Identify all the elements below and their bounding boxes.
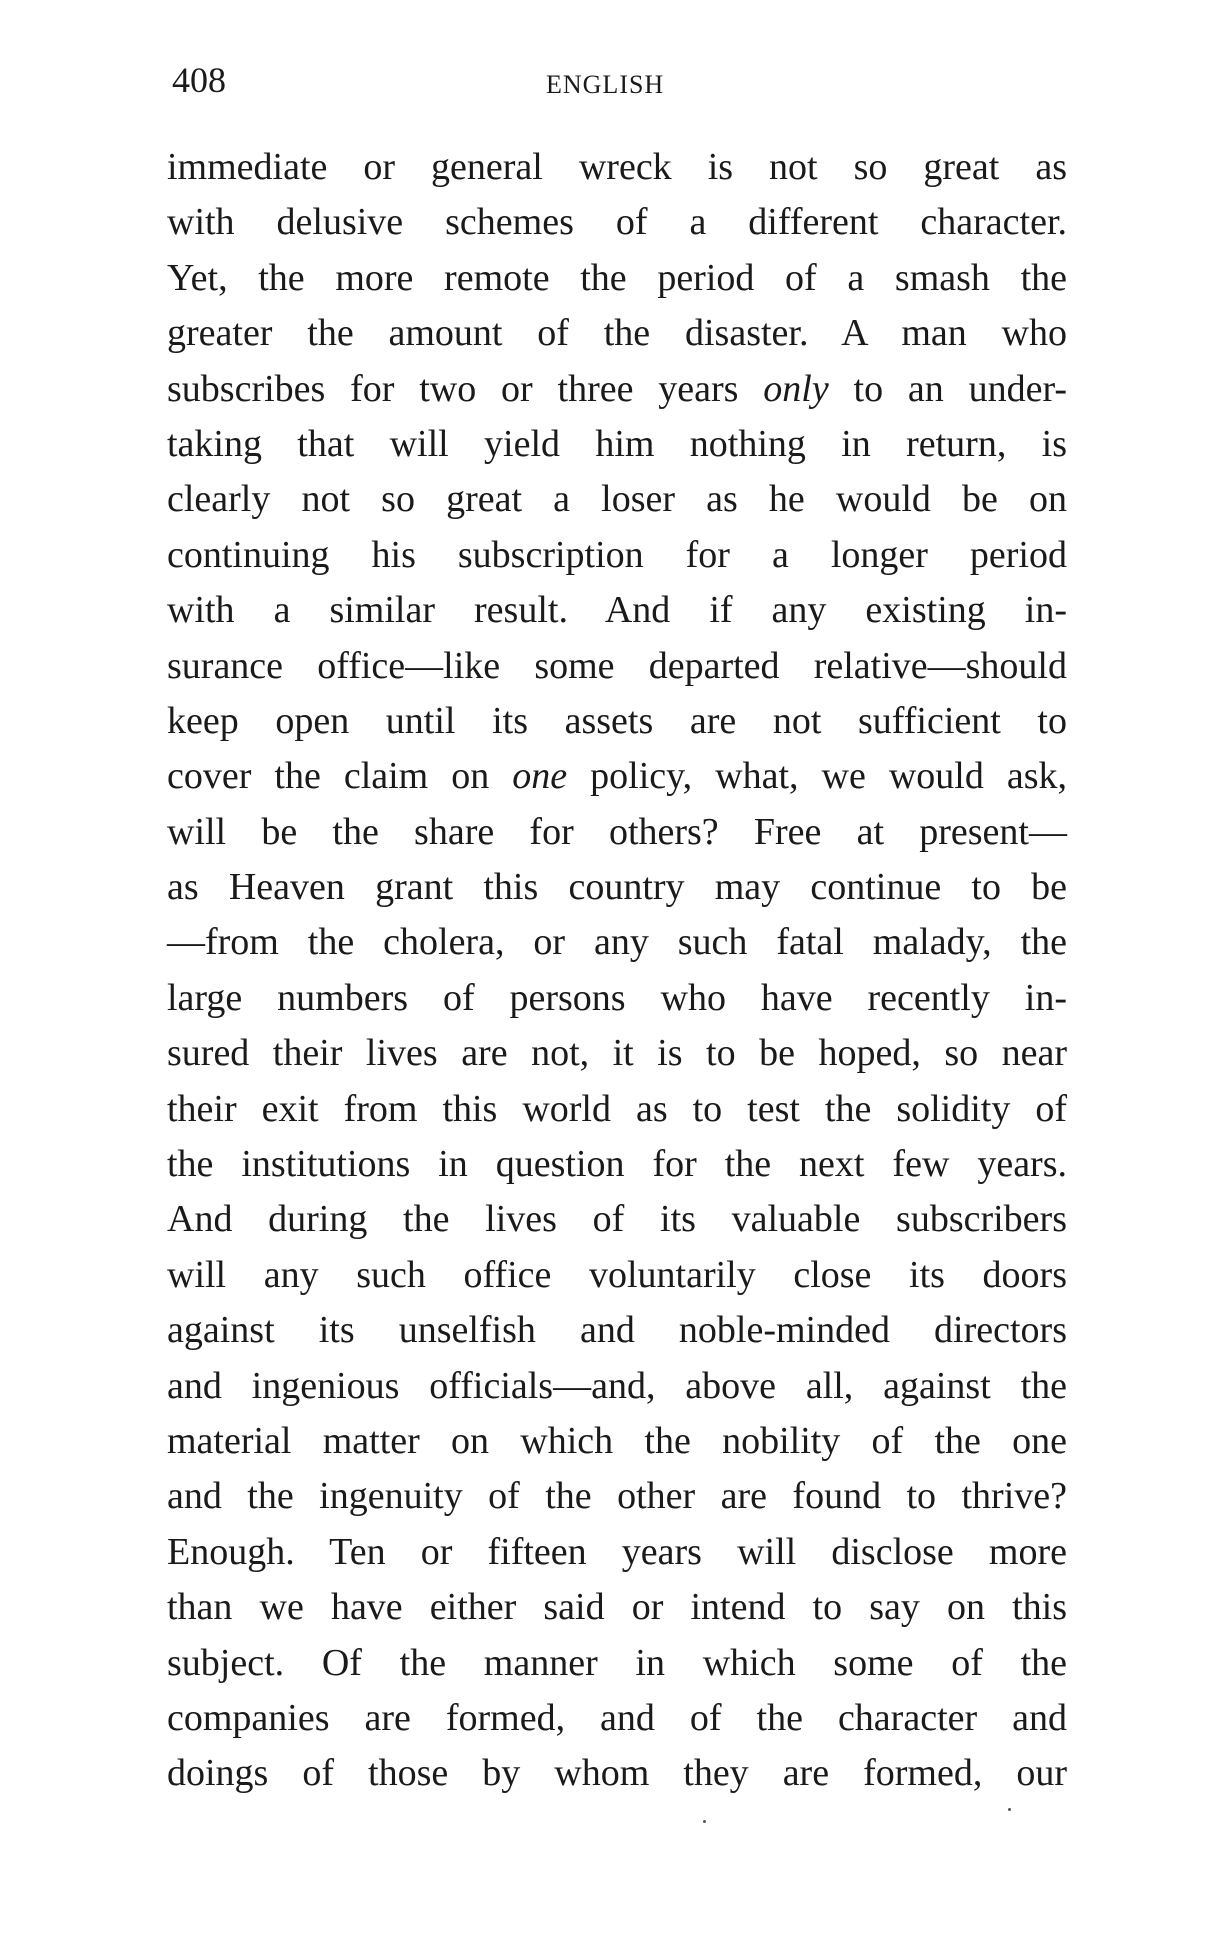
text-line: [167, 1248, 1067, 1303]
italic-emphasis: one: [512, 755, 568, 798]
text-line: [167, 1359, 1067, 1414]
text-line: [167, 1636, 1067, 1691]
text-segment: keep open until its assets are not sufficient to: [167, 699, 1067, 742]
text-segment: sured their lives are not, it is to be hoped, so near: [167, 1032, 1067, 1075]
text-segment: and ingenious officials—and, above all, against the: [167, 1364, 1067, 1407]
text-line: [167, 971, 1067, 1026]
text-segment: with a similar result. And if any existing in-: [167, 589, 1067, 632]
text-line: [167, 1469, 1067, 1524]
text-segment: doings of those by whom they are formed, our: [167, 1752, 1067, 1795]
text-segment: the institutions in question for the next few years.: [167, 1143, 1067, 1186]
text-segment: and the ingenuity of the other are found to thrive?: [167, 1475, 1067, 1518]
running-head: [172, 60, 1072, 110]
body-text: [167, 140, 1067, 1802]
text-segment: subject. Of the manner in which some of the: [167, 1641, 1067, 1684]
text-line: [167, 1082, 1067, 1137]
text-segment: large numbers of persons who have recently in-: [167, 976, 1067, 1019]
text-line: [167, 251, 1067, 306]
text-line: [167, 694, 1067, 749]
text-segment: clearly not so great a loser as he would be on: [167, 478, 1067, 521]
text-line: [167, 1137, 1067, 1192]
text-line: [167, 140, 1067, 195]
text-line: [167, 1192, 1067, 1247]
text-line: [167, 749, 1067, 804]
text-segment: cover the claim on: [167, 755, 513, 798]
page-number: 408: [172, 60, 226, 100]
text-segment: And during the lives of its valuable subscribers: [167, 1198, 1067, 1241]
text-line: [167, 639, 1067, 694]
text-line: [167, 1414, 1067, 1469]
text-line: [167, 472, 1067, 527]
text-segment: —from the cholera, or any such fatal malady, the: [167, 921, 1067, 964]
text-segment: subscribes for two or three years: [167, 367, 764, 410]
text-line: [167, 583, 1067, 638]
text-line: [167, 1746, 1067, 1801]
section-title: ENGLISH: [546, 70, 665, 99]
text-segment: as Heaven grant this country may continue to be: [167, 866, 1067, 909]
text-segment: will be the share for others? Free at present—: [167, 810, 1067, 853]
text-segment: their exit from this world as to test the solidity of: [167, 1087, 1067, 1130]
text-line: [167, 1580, 1067, 1635]
text-segment: taking that will yield him nothing in return, is: [167, 422, 1067, 465]
text-line: [167, 362, 1067, 417]
text-segment: surance office—like some departed relative—should: [167, 644, 1067, 687]
text-segment: to an under-: [828, 367, 1067, 410]
text-segment: Enough. Ten or fifteen years will disclose more: [167, 1530, 1067, 1573]
text-line: [167, 528, 1067, 583]
text-line: [167, 915, 1067, 970]
text-segment: will any such office voluntarily close its doors: [167, 1253, 1067, 1296]
scan-speck: [1008, 1808, 1011, 1811]
text-line: [167, 1026, 1067, 1081]
text-line: [167, 417, 1067, 472]
text-segment: Yet, the more remote the period of a smash the: [167, 256, 1067, 299]
text-line: [167, 1691, 1067, 1746]
text-segment: greater the amount of the disaster. A man who: [167, 312, 1067, 355]
text-segment: material matter on which the nobility of the one: [167, 1419, 1067, 1462]
text-line: [167, 195, 1067, 250]
scan-speck: [703, 1820, 706, 1823]
text-line: [167, 306, 1067, 361]
text-line: [167, 805, 1067, 860]
text-segment: policy, what, we would ask,: [567, 755, 1068, 798]
text-segment: against its unselfish and noble-minded directors: [167, 1309, 1067, 1352]
text-line: [167, 860, 1067, 915]
text-line: [167, 1525, 1067, 1580]
italic-emphasis: only: [763, 367, 829, 410]
text-segment: companies are formed, and of the character and: [167, 1696, 1067, 1739]
text-segment: than we have either said or intend to say on this: [167, 1586, 1067, 1629]
text-line: [167, 1303, 1067, 1358]
text-segment: continuing his subscription for a longer period: [167, 533, 1067, 576]
text-segment: with delusive schemes of a different character.: [167, 201, 1067, 244]
text-segment: immediate or general wreck is not so great as: [167, 146, 1067, 188]
